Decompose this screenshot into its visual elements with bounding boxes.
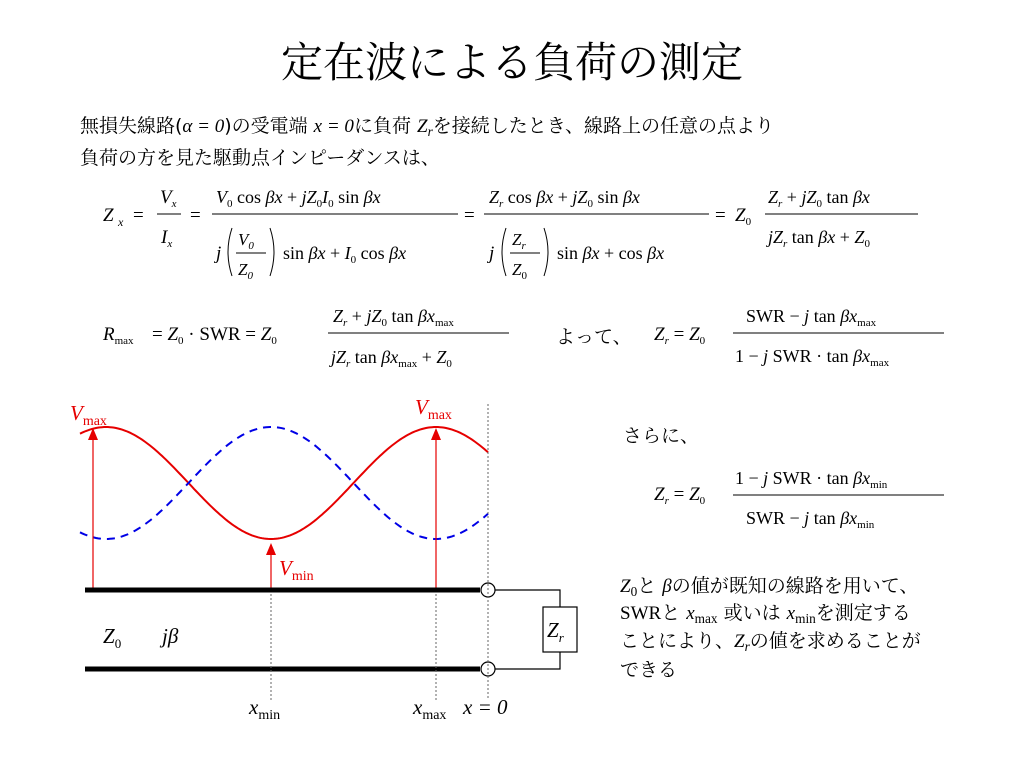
xmax-label: $x_{max}$ bbox=[413, 695, 447, 723]
note-swr: SWR bbox=[620, 603, 662, 624]
vmax-left-label: $V_{max}$ bbox=[70, 401, 107, 429]
vmin-marker bbox=[266, 543, 276, 590]
eq-den-2-rest: sin βx + cos βx bbox=[557, 243, 665, 263]
note-to-1: と bbox=[637, 575, 663, 597]
eq-eq-3: = bbox=[464, 205, 475, 226]
zr-sub: r bbox=[427, 123, 433, 139]
eq-zr-max-den: 1 − j SWR · $\tan \beta x_{max}$ bbox=[735, 346, 890, 369]
note-zr-sub: r bbox=[744, 638, 750, 654]
eq-den-1-z0: $Z_0$ bbox=[238, 260, 253, 282]
alpha-eq: α = 0 bbox=[182, 116, 225, 137]
eq-zx-sub: x bbox=[118, 215, 124, 229]
note-zr: Z bbox=[734, 631, 745, 652]
eq-den-1-rest: $\sin \beta x + I_0$ cos βx bbox=[283, 243, 407, 266]
jbeta-label: jβ bbox=[162, 624, 179, 648]
eq-eq-4: = bbox=[715, 205, 726, 226]
note-to-2: と bbox=[661, 602, 687, 624]
slide-title: 定在波による負荷の測定 bbox=[280, 38, 743, 87]
z0-line-label: $Z_0$ bbox=[103, 624, 122, 651]
eq-ix: $I_x$ bbox=[161, 227, 173, 250]
eq-zr-min-lhs: $Z_r = Z_0$ bbox=[654, 484, 706, 507]
eq-eq-1: = bbox=[133, 205, 144, 226]
eq-rmax-den: $jZ_r$ $\tan \beta x_{max} + Z_0$ bbox=[331, 347, 452, 370]
intro-line-2: 負荷の方を見た駆動点インピーダンスは、 bbox=[80, 147, 440, 169]
xmin-label: $x_{min}$ bbox=[249, 695, 281, 723]
eq-zx-Z: Z bbox=[103, 205, 114, 226]
eq-z0-final: $Z_0$ bbox=[735, 205, 752, 228]
vmax-left-marker bbox=[88, 428, 98, 590]
note-mid: 或いは bbox=[717, 602, 787, 624]
note-line-4: できる bbox=[620, 659, 678, 681]
x0-label: x = 0 bbox=[463, 695, 508, 719]
eq-eq-2: = bbox=[190, 205, 201, 226]
vmax-right-label: $V_{max}$ bbox=[415, 395, 452, 423]
note-text-3a: ことにより、 bbox=[620, 630, 735, 652]
eq-zr-min-num: 1 − j SWR · $\tan \beta x_{min}$ bbox=[735, 468, 888, 491]
sarani-text: さらに、 bbox=[623, 425, 700, 447]
load-wire-bottom bbox=[495, 652, 560, 669]
note-xmax-sub: max bbox=[694, 610, 718, 626]
intro-text-b: )の受電端 bbox=[224, 115, 314, 137]
eq-den-3: $jZ_r$ $\tan \beta x + Z_0$ bbox=[768, 227, 870, 250]
note-xmax: x bbox=[686, 603, 695, 624]
intro-text-a: 無損失線路( bbox=[80, 115, 183, 137]
eq-den-1-v0: $V_0$ bbox=[238, 230, 254, 252]
current-wave bbox=[80, 427, 488, 539]
vmax-right-marker bbox=[431, 428, 441, 590]
note-rest-1: の値が既知の線路を用いて、 bbox=[671, 575, 919, 597]
eq-den-2-j: j bbox=[489, 243, 495, 264]
eq-num-2: $Z_r$ $\cos \beta x + jZ_0$ sin βx bbox=[489, 187, 640, 210]
voltage-wave bbox=[80, 427, 488, 539]
eq-vx: $V_x$ bbox=[160, 187, 177, 210]
eq-den-1-j: j bbox=[216, 243, 222, 264]
note-text-3b: の値を求めることが bbox=[749, 630, 921, 652]
intro-text-c: に負荷 bbox=[353, 115, 417, 137]
note-beta: β bbox=[662, 576, 672, 597]
eq-num-3: $Z_r + jZ_0$ tan βx bbox=[768, 187, 870, 210]
eq-zr-max-num: SWR − j $\tan \beta x_{max}$ bbox=[746, 306, 877, 329]
eq-num-1: $V_0$ $\cos \beta x + jZ_0I_0$ sin βx bbox=[216, 187, 381, 210]
eq-den-2-zr: $Z_r$ bbox=[512, 230, 526, 252]
note-z0-sub: 0 bbox=[630, 583, 638, 599]
note-rest-2: を測定する bbox=[815, 602, 911, 624]
yotte-text: よって、 bbox=[556, 326, 632, 348]
zr-symbol: Z bbox=[416, 116, 428, 137]
eq-rmax-rest: = $Z_0$ · SWR = $Z_0$ bbox=[152, 324, 277, 347]
note-z0: Z bbox=[620, 576, 631, 597]
load-wire-top bbox=[495, 590, 560, 607]
intro-text-d: を接続したとき、線路上の任意の点より bbox=[432, 115, 774, 137]
eq-zr-max-lhs: $Z_r = Z_0$ bbox=[654, 324, 706, 347]
eq-den-2-z0: $Z_0$ bbox=[512, 260, 527, 282]
vmin-label: $V_{min}$ bbox=[279, 556, 314, 584]
note-xmin: x bbox=[786, 603, 796, 624]
eq-rmax-num: $Z_r + jZ_0$ $\tan \beta x_{max}$ bbox=[333, 306, 454, 329]
x-eq: x = 0 bbox=[313, 116, 354, 137]
eq-zr-min-den: SWR − j $\tan \beta x_{min}$ bbox=[746, 508, 875, 531]
eq-rmax: $R_{max}$ bbox=[103, 324, 134, 347]
load-zr-label: $Z_r$ bbox=[547, 618, 564, 645]
note-xmin-sub: min bbox=[795, 610, 816, 626]
